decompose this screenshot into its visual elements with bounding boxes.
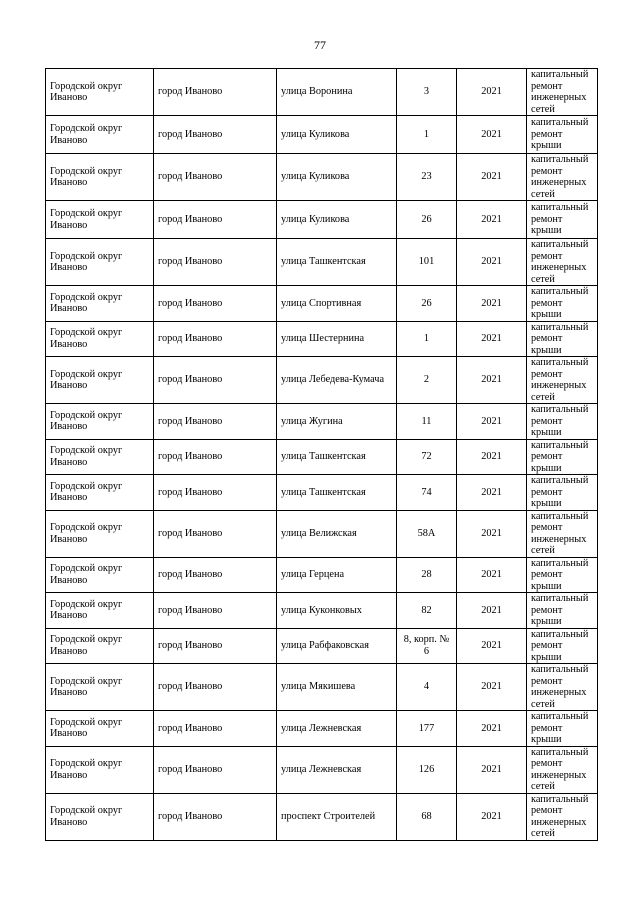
work-type-cell: капитальный ремонт крыши bbox=[527, 593, 598, 629]
year-cell: 2021 bbox=[457, 593, 527, 629]
year-cell: 2021 bbox=[457, 557, 527, 593]
settlement-cell: город Иваново bbox=[154, 439, 277, 475]
street-cell: улица Лебедева-Кумача bbox=[277, 357, 397, 404]
district-cell: Городской округ Иваново bbox=[46, 746, 154, 793]
settlement-cell: город Иваново bbox=[154, 69, 277, 116]
district-cell: Городской округ Иваново bbox=[46, 239, 154, 286]
year-cell: 2021 bbox=[457, 628, 527, 664]
street-cell: улица Мякишева bbox=[277, 664, 397, 711]
work-type-cell: капитальный ремонт крыши bbox=[527, 557, 598, 593]
street-cell: улица Шестернина bbox=[277, 321, 397, 357]
work-type-cell: капитальный ремонт крыши bbox=[527, 286, 598, 322]
work-type-cell: капитальный ремонт инженерных сетей bbox=[527, 154, 598, 201]
work-type-cell: капитальный ремонт инженерных сетей bbox=[527, 69, 598, 116]
settlement-cell: город Иваново bbox=[154, 357, 277, 404]
settlement-cell: город Иваново bbox=[154, 628, 277, 664]
house-cell: 74 bbox=[397, 475, 457, 511]
work-type-cell: капитальный ремонт крыши bbox=[527, 628, 598, 664]
year-cell: 2021 bbox=[457, 286, 527, 322]
table-row bbox=[46, 154, 598, 201]
district-cell: Городской округ Иваново bbox=[46, 711, 154, 747]
district-cell: Городской округ Иваново bbox=[46, 439, 154, 475]
street-cell: улица Лежневская bbox=[277, 746, 397, 793]
house-cell: 23 bbox=[397, 154, 457, 201]
work-type-cell: капитальный ремонт инженерных сетей bbox=[527, 510, 598, 557]
district-cell: Городской округ Иваново bbox=[46, 69, 154, 116]
work-type-cell: капитальный ремонт крыши bbox=[527, 201, 598, 239]
street-cell: улица Ташкентская bbox=[277, 439, 397, 475]
table-row bbox=[46, 628, 598, 664]
house-cell: 126 bbox=[397, 746, 457, 793]
work-type-cell: капитальный ремонт инженерных сетей bbox=[527, 357, 598, 404]
year-cell: 2021 bbox=[457, 69, 527, 116]
district-cell: Городской округ Иваново bbox=[46, 321, 154, 357]
district-cell: Городской округ Иваново bbox=[46, 154, 154, 201]
settlement-cell: город Иваново bbox=[154, 793, 277, 840]
table-row bbox=[46, 239, 598, 286]
year-cell: 2021 bbox=[457, 404, 527, 440]
district-cell: Городской округ Иваново bbox=[46, 510, 154, 557]
house-cell: 8, корп. № 6 bbox=[397, 628, 457, 664]
street-cell: проспект Строителей bbox=[277, 793, 397, 840]
house-cell: 101 bbox=[397, 239, 457, 286]
district-cell: Городской округ Иваново bbox=[46, 664, 154, 711]
house-cell: 26 bbox=[397, 201, 457, 239]
settlement-cell: город Иваново bbox=[154, 201, 277, 239]
year-cell: 2021 bbox=[457, 357, 527, 404]
settlement-cell: город Иваново bbox=[154, 154, 277, 201]
table-row bbox=[46, 404, 598, 440]
district-cell: Городской округ Иваново bbox=[46, 793, 154, 840]
work-type-cell: капитальный ремонт крыши bbox=[527, 475, 598, 511]
page-number: 77 bbox=[314, 38, 326, 52]
street-cell: улица Рабфаковская bbox=[277, 628, 397, 664]
street-cell: улица Куликова bbox=[277, 201, 397, 239]
settlement-cell: город Иваново bbox=[154, 746, 277, 793]
year-cell: 2021 bbox=[457, 510, 527, 557]
street-cell: улица Лежневская bbox=[277, 711, 397, 747]
street-cell: улица Куликова bbox=[277, 154, 397, 201]
house-cell: 177 bbox=[397, 711, 457, 747]
district-cell: Городской округ Иваново bbox=[46, 116, 154, 154]
settlement-cell: город Иваново bbox=[154, 116, 277, 154]
street-cell: улица Куликова bbox=[277, 116, 397, 154]
table-row bbox=[46, 510, 598, 557]
year-cell: 2021 bbox=[457, 116, 527, 154]
settlement-cell: город Иваново bbox=[154, 664, 277, 711]
table-row bbox=[46, 69, 598, 116]
district-cell: Городской округ Иваново bbox=[46, 557, 154, 593]
table-row bbox=[46, 664, 598, 711]
district-cell: Городской округ Иваново bbox=[46, 475, 154, 511]
house-cell: 4 bbox=[397, 664, 457, 711]
district-cell: Городской округ Иваново bbox=[46, 357, 154, 404]
year-cell: 2021 bbox=[457, 439, 527, 475]
house-cell: 58А bbox=[397, 510, 457, 557]
work-type-cell: капитальный ремонт крыши bbox=[527, 404, 598, 440]
district-cell: Городской округ Иваново bbox=[46, 628, 154, 664]
district-cell: Городской округ Иваново bbox=[46, 404, 154, 440]
table-row bbox=[46, 357, 598, 404]
house-cell: 3 bbox=[397, 69, 457, 116]
house-cell: 28 bbox=[397, 557, 457, 593]
year-cell: 2021 bbox=[457, 321, 527, 357]
year-cell: 2021 bbox=[457, 201, 527, 239]
work-type-cell: капитальный ремонт инженерных сетей bbox=[527, 793, 598, 840]
year-cell: 2021 bbox=[457, 711, 527, 747]
work-type-cell: капитальный ремонт крыши bbox=[527, 116, 598, 154]
district-cell: Городской округ Иваново bbox=[46, 201, 154, 239]
house-cell: 11 bbox=[397, 404, 457, 440]
settlement-cell: город Иваново bbox=[154, 475, 277, 511]
street-cell: улица Ташкентская bbox=[277, 475, 397, 511]
work-type-cell: капитальный ремонт инженерных сетей bbox=[527, 239, 598, 286]
house-cell: 82 bbox=[397, 593, 457, 629]
settlement-cell: город Иваново bbox=[154, 321, 277, 357]
table-row bbox=[46, 201, 598, 239]
table-row bbox=[46, 793, 598, 840]
table-row bbox=[46, 475, 598, 511]
housing-repair-table bbox=[45, 68, 598, 841]
table-row bbox=[46, 711, 598, 747]
settlement-cell: город Иваново bbox=[154, 510, 277, 557]
district-cell: Городской округ Иваново bbox=[46, 286, 154, 322]
street-cell: улица Куконковых bbox=[277, 593, 397, 629]
street-cell: улица Ташкентская bbox=[277, 239, 397, 286]
year-cell: 2021 bbox=[457, 475, 527, 511]
table-row bbox=[46, 116, 598, 154]
house-cell: 1 bbox=[397, 321, 457, 357]
table-row bbox=[46, 321, 598, 357]
settlement-cell: город Иваново bbox=[154, 239, 277, 286]
house-cell: 26 bbox=[397, 286, 457, 322]
table-row bbox=[46, 286, 598, 322]
house-cell: 2 bbox=[397, 357, 457, 404]
house-cell: 68 bbox=[397, 793, 457, 840]
settlement-cell: город Иваново bbox=[154, 404, 277, 440]
street-cell: улица Жугина bbox=[277, 404, 397, 440]
year-cell: 2021 bbox=[457, 239, 527, 286]
settlement-cell: город Иваново bbox=[154, 711, 277, 747]
year-cell: 2021 bbox=[457, 793, 527, 840]
house-cell: 72 bbox=[397, 439, 457, 475]
house-cell: 1 bbox=[397, 116, 457, 154]
work-type-cell: капитальный ремонт инженерных сетей bbox=[527, 664, 598, 711]
table-row bbox=[46, 593, 598, 629]
table-row bbox=[46, 557, 598, 593]
year-cell: 2021 bbox=[457, 154, 527, 201]
street-cell: улица Воронина bbox=[277, 69, 397, 116]
settlement-cell: город Иваново bbox=[154, 557, 277, 593]
district-cell: Городской округ Иваново bbox=[46, 593, 154, 629]
settlement-cell: город Иваново bbox=[154, 286, 277, 322]
table-row bbox=[46, 439, 598, 475]
year-cell: 2021 bbox=[457, 746, 527, 793]
street-cell: улица Велижская bbox=[277, 510, 397, 557]
work-type-cell: капитальный ремонт крыши bbox=[527, 711, 598, 747]
table-row bbox=[46, 746, 598, 793]
street-cell: улица Герцена bbox=[277, 557, 397, 593]
year-cell: 2021 bbox=[457, 664, 527, 711]
street-cell: улица Спортивная bbox=[277, 286, 397, 322]
work-type-cell: капитальный ремонт крыши bbox=[527, 439, 598, 475]
settlement-cell: город Иваново bbox=[154, 593, 277, 629]
work-type-cell: капитальный ремонт крыши bbox=[527, 321, 598, 357]
work-type-cell: капитальный ремонт инженерных сетей bbox=[527, 746, 598, 793]
